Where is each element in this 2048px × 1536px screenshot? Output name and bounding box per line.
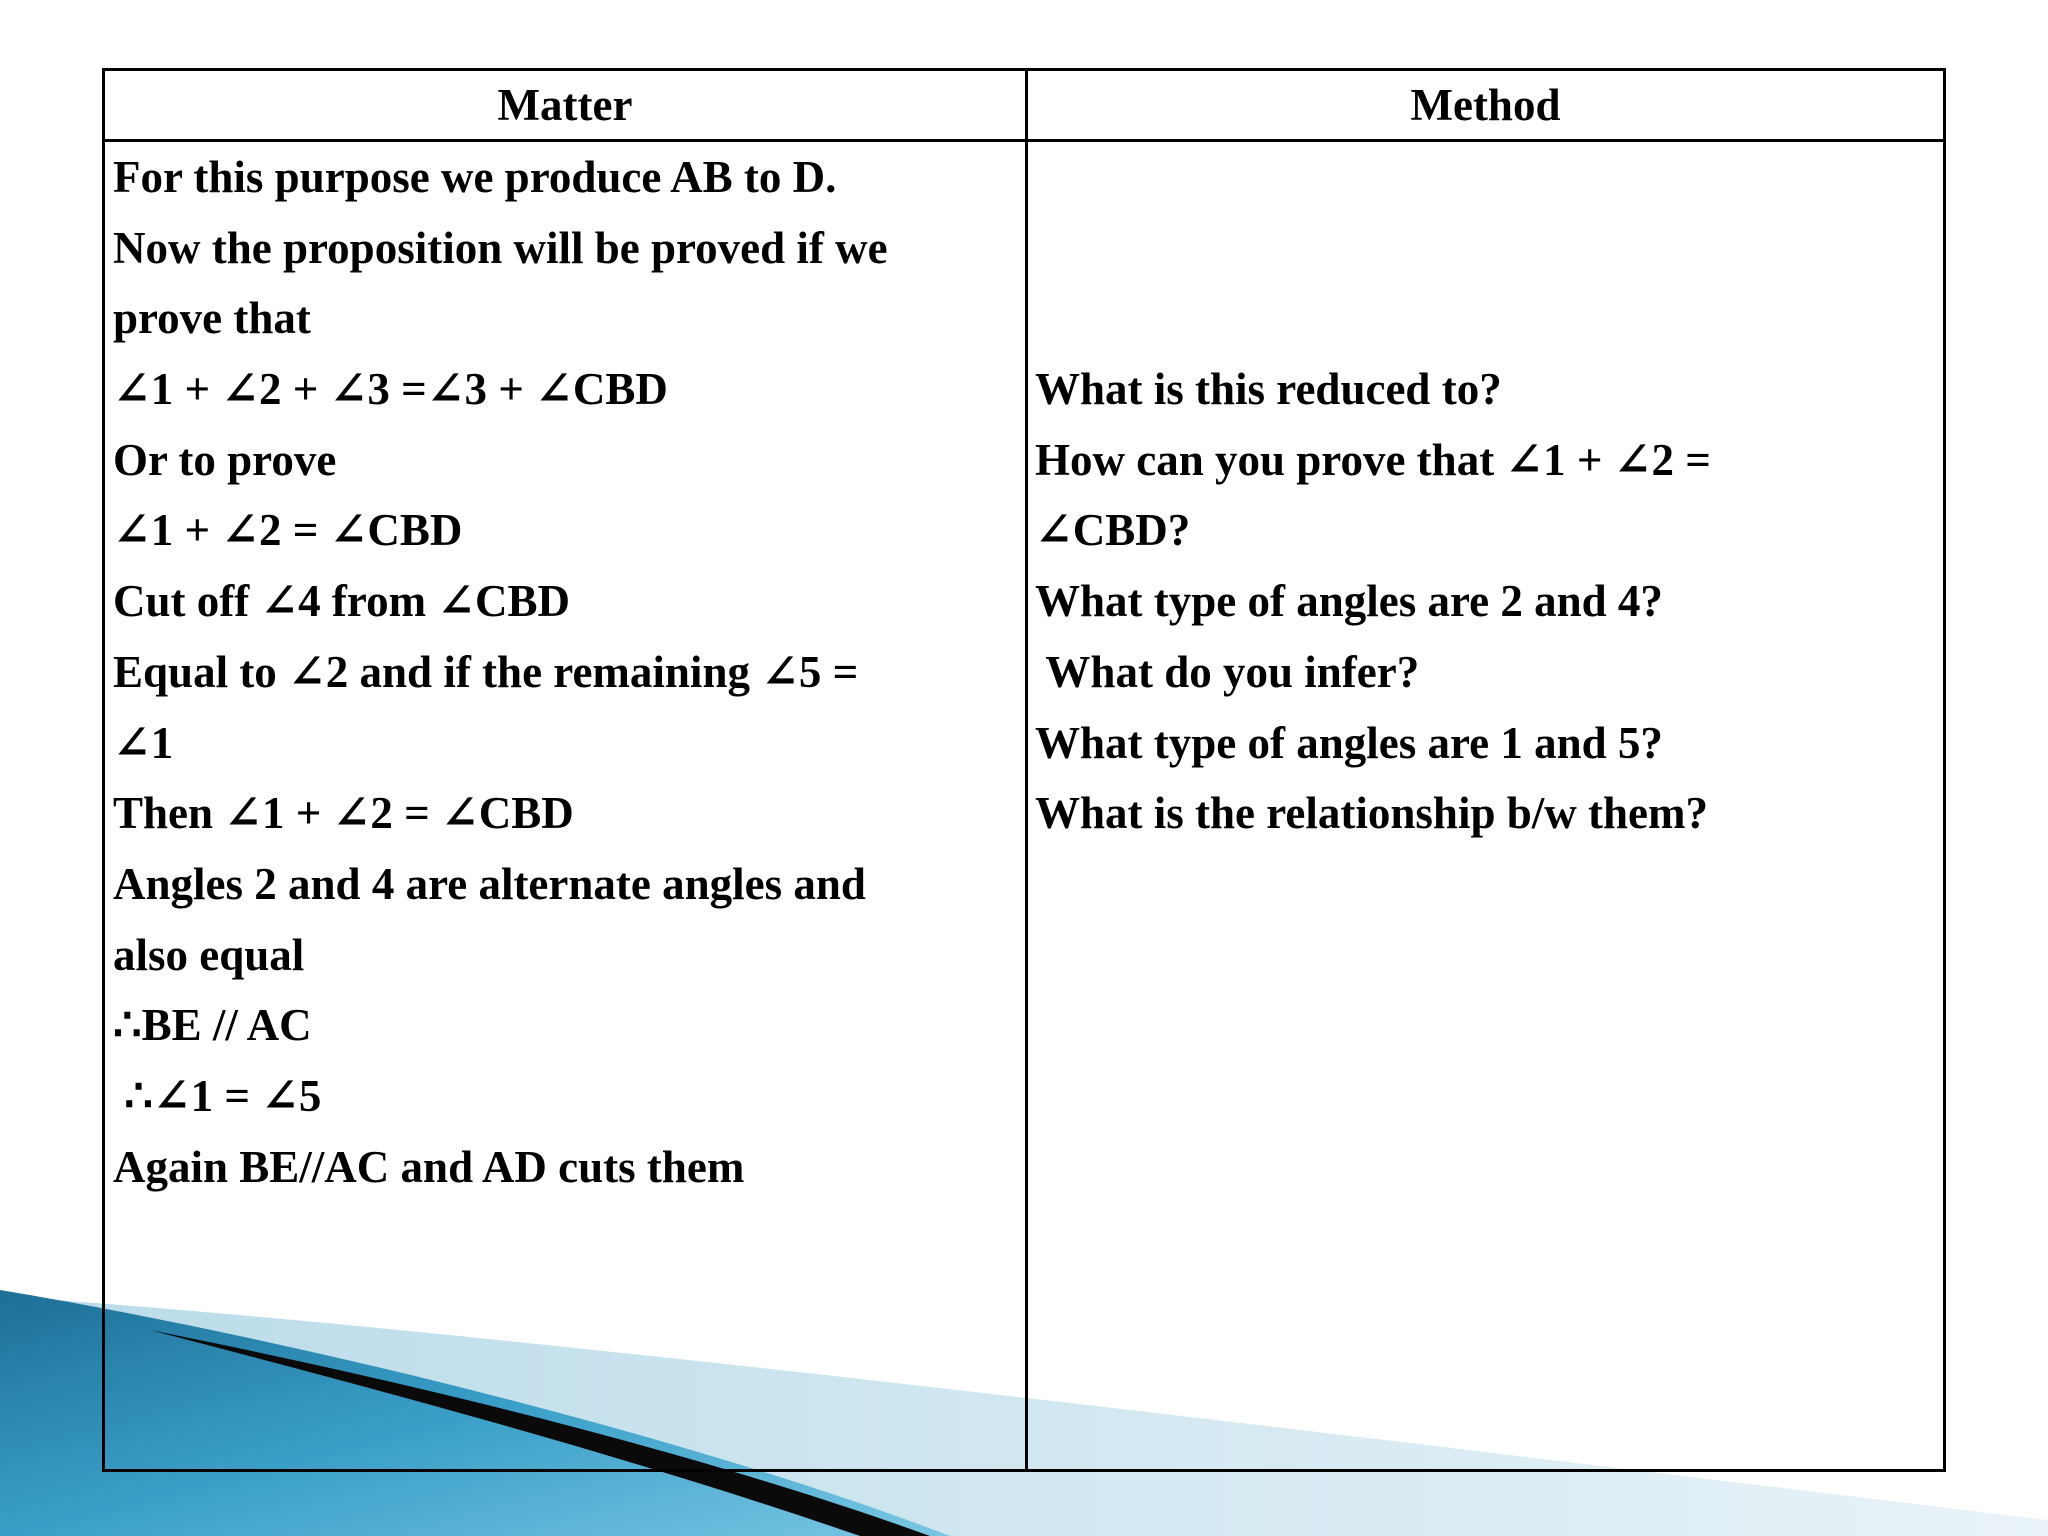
method-line: ∠CBD? <box>1035 505 1191 556</box>
matter-line: ∠1 <box>113 717 174 768</box>
matter-line: ∴∠1 = ∠5 <box>113 1070 322 1121</box>
matter-line: ∠1 + ∠2 = ∠CBD <box>113 505 463 556</box>
method-line <box>1035 283 1940 354</box>
header-matter: Matter <box>497 80 633 130</box>
matter-line: also equal <box>113 929 305 980</box>
matter-line: Cut off ∠4 from ∠CBD <box>113 576 571 627</box>
matter-line: prove that <box>113 293 311 344</box>
matter-column <box>113 142 1018 1202</box>
lesson-table <box>102 68 1946 1472</box>
matter-line: For this purpose we produce AB to D. <box>113 152 837 202</box>
column-divider <box>1025 71 1028 1469</box>
header-method: Method <box>1410 80 1561 130</box>
method-line: What do you infer? <box>1035 646 1420 697</box>
matter-line: Equal to ∠2 and if the remaining ∠5 = <box>113 646 859 697</box>
method-line: How can you prove that ∠1 + ∠2 = <box>1035 434 1711 485</box>
matter-line: Again BE//AC and AD cuts them <box>113 1141 745 1192</box>
method-line: What is this reduced to? <box>1035 364 1502 415</box>
method-line <box>1035 213 1940 284</box>
matter-line: ∠1 + ∠2 + ∠3 =∠3 + ∠CBD <box>113 364 668 415</box>
matter-line: Or to prove <box>113 434 337 485</box>
method-column <box>1035 142 1940 849</box>
matter-line: ∴BE // AC <box>113 1000 312 1051</box>
method-line: What type of angles are 2 and 4? <box>1035 576 1663 627</box>
matter-line: Angles 2 and 4 are alternate angles and <box>113 858 866 909</box>
method-line: What type of angles are 1 and 5? <box>1035 717 1663 768</box>
method-line <box>1035 142 1940 213</box>
method-line: What is the relationship b/w them? <box>1035 788 1708 839</box>
matter-line: Then ∠1 + ∠2 = ∠CBD <box>113 788 574 839</box>
matter-line: Now the proposition will be proved if we <box>113 222 888 273</box>
